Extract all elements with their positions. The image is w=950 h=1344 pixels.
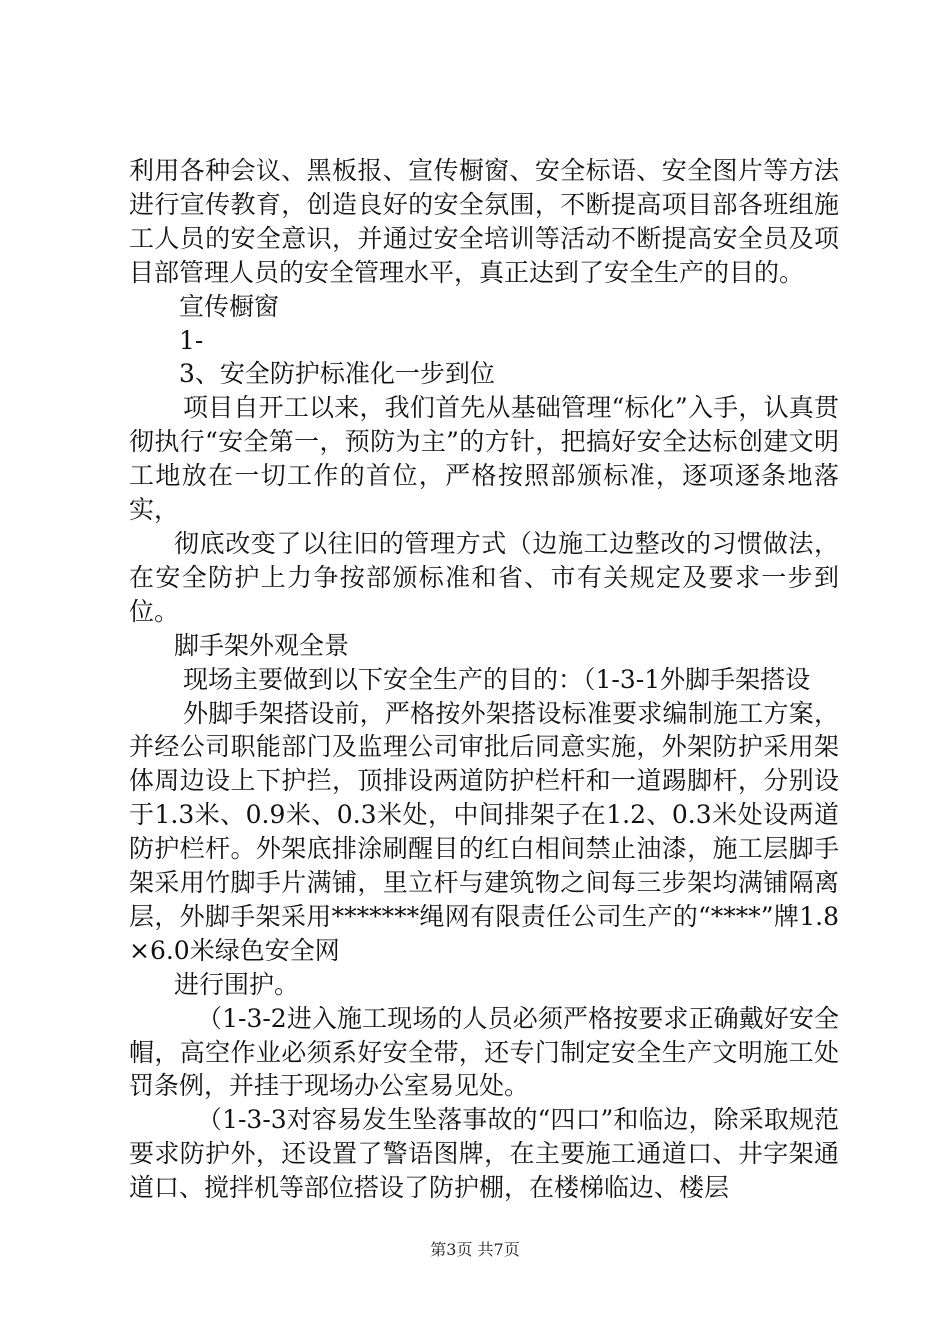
paragraph-scaffold-erection: 外脚手架搭设前，严格按外架搭设标准要求编制施工方案，并经公司职能部门及监理公司审批后同意实施，外架防护采用架体周边设上下护拦，顶排设两道防护栏杆和一道踢脚杆，分别设于1.3米、0.9米、0.3米处，中间排架子在1.2、0.3米处设两道防护栏杆。外架底排涂刷醒目的红白相间禁止油漆，施工层脚手架采用竹脚手片满铺，里立杆与建筑物之间每三步架均满铺隔离层，外脚手架采用*******绳网有限责任公司生产的“****”牌1.8×6.0米绿色安全网 <box>129 698 839 965</box>
page-number-footer: 第3页 共7页 <box>430 1240 520 1259</box>
caption-scaffold-overview: 脚手架外观全景 <box>174 630 350 660</box>
paragraph-publicity-methods: 利用各种会议、黑板报、宣传橱窗、安全标语、安全图片等方法进行宣传教育，创造良好的安全氛围，不断提高项目部各班组施工人员的安全意识，并通过安全培训等活动不断提高安全员及项目部管理人员的安全管理水平，真正达到了安全生产的目的。 <box>129 156 839 287</box>
paragraph-helmet-rules: （1-3-2进入施工现场的人员必须严格按要求正确戴好安全帽，高空作业必须系好安全带，还专门制定安全生产文明施工处罚条例，并挂于现场办公室易见处。 <box>129 1003 839 1101</box>
document-body <box>129 154 839 1205</box>
paragraph-site-goals: 现场主要做到以下安全生产的目的：（1-3-1外脚手架搭设 <box>183 664 811 694</box>
caption-publicity-window: 宣传橱窗 <box>179 291 280 321</box>
paragraph-fall-prevention: （1-3-3对容易发生坠落事故的“四口”和临边，除采取规范要求防护外，还设置了警语图牌，在主要施工通道口、井字架通道口、搅拌机等部位搭设了防护棚，在楼梯临边、楼层 <box>129 1105 839 1203</box>
paragraph-standardization: 项目自开工以来，我们首先从基础管理“标化”入手，认真贯彻执行“安全第一，预防为主”的方针，把搞好安全达标创建文明工地放在一切工作的首位，严格按照部颁标准，逐项逐条地落实， <box>129 393 839 525</box>
section-number-fragment: 1- <box>179 325 204 355</box>
section-heading-safety-protection: 3、安全防护标准化一步到位 <box>179 359 495 389</box>
paragraph-management-change: 彻底改变了以往旧的管理方式（边施工边整改的习惯做法，在安全防护上力争按部颁标准和省、市有关规定及要求一步到位。 <box>129 528 839 626</box>
paragraph-enclosure: 进行围护。 <box>174 969 300 999</box>
